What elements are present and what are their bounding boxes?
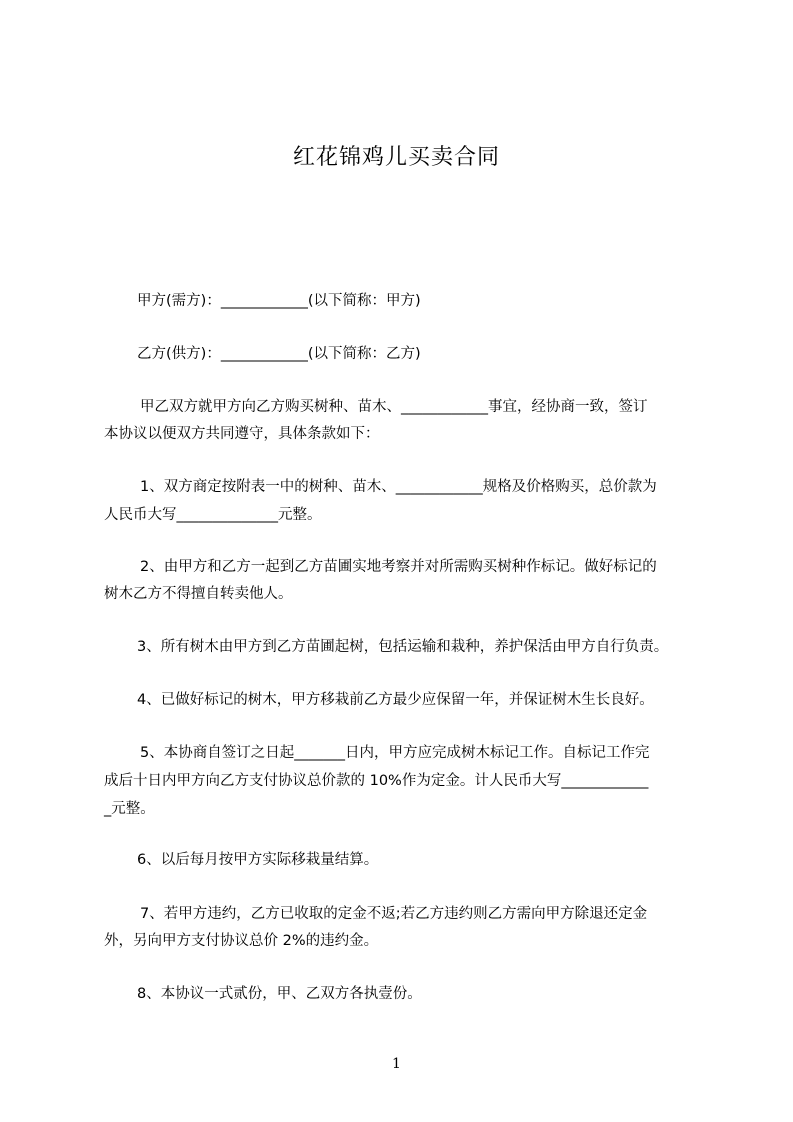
intro-line-2: 本协议以便双方共同遵守，具体条款如下：: [104, 426, 380, 442]
clause-6-line-1: 6、以后每月按甲方实际移栽量结算。: [137, 852, 379, 868]
clause-2-line-2: 树木乙方不得擅自转卖他人。: [104, 586, 293, 602]
clause-7-line-2: 外，另向甲方支付协议总价 2%的违约金。: [104, 933, 379, 949]
clause-8-line-1: 8、本协议一式贰份，甲、乙双方各执壹份。: [137, 986, 422, 1002]
document-title: 红花锦鸡儿买卖合同: [292, 145, 500, 170]
clause-1-line-1: 1、双方商定按附表一中的树种、苗木、____________规格及价格购买，总价款为: [140, 479, 657, 495]
clause-5-line-1: 5、本协商自签订之日起_______日内，甲方应完成树木标记工作。自标记工作完: [140, 745, 650, 761]
clause-5-line-3: _元整。: [104, 801, 155, 817]
party-a-line: 甲方(需方)：____________(以下简称：甲方): [137, 293, 421, 309]
clause-7-line-1: 7、若甲方违约，乙方已收取的定金不返;若乙方违约则乙方需向甲方除退还定金: [140, 906, 648, 922]
clause-5-line-2: 成后十日内甲方向乙方支付协议总价款的 10%作为定金。计人民币大写____________: [104, 773, 649, 789]
clause-1-line-2: 人民币大写______________元整。: [104, 507, 322, 523]
clause-4-line-1: 4、已做好标记的树木，甲方移栽前乙方最少应保留一年，并保证树木生长良好。: [137, 692, 654, 708]
clause-2-line-1: 2、由甲方和乙方一起到乙方苗圃实地考察并对所需购买树种作标记。做好标记的: [140, 559, 657, 575]
clause-3-line-1: 3、所有树木由甲方到乙方苗圃起树，包括运输和栽种，养护保活由甲方自行负责。: [137, 639, 669, 655]
page-number: 1: [392, 1056, 401, 1072]
party-b-line: 乙方(供方)：____________(以下简称：乙方): [137, 346, 421, 362]
intro-line-1: 甲乙双方就甲方向乙方购买树种、苗木、____________事宜，经协商一致，签订: [140, 399, 648, 415]
